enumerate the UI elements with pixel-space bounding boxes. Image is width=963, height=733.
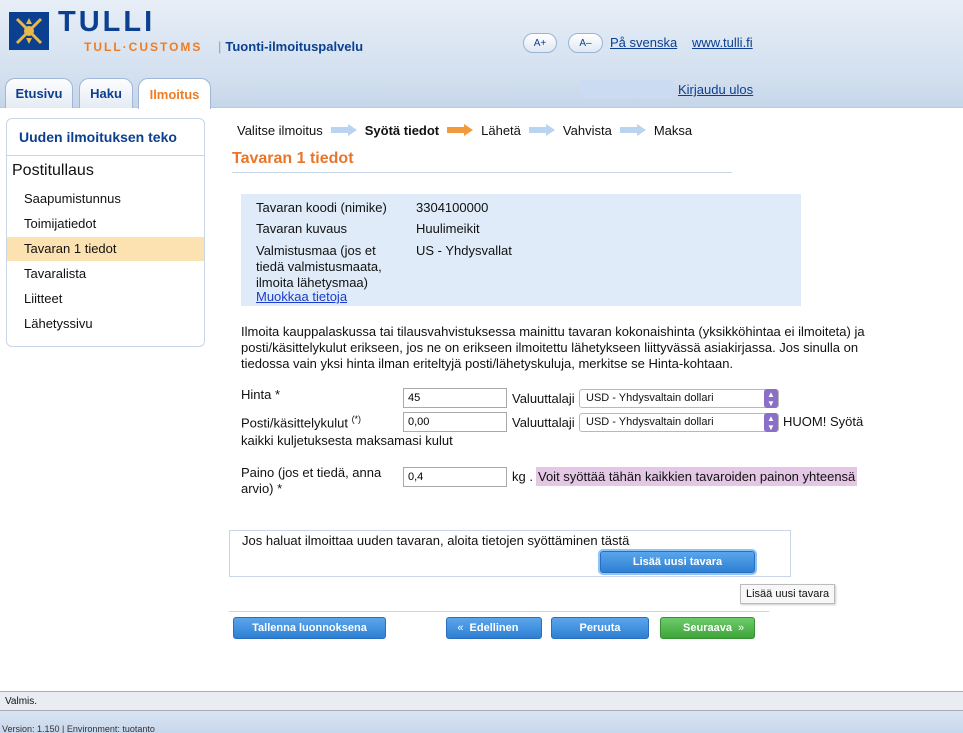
step-maksa: Maksa — [653, 122, 693, 138]
status-text: Valmis. — [5, 696, 38, 707]
double-chevron-left-icon: « — [457, 622, 464, 634]
save-draft-button[interactable]: Tallenna luonnoksena — [233, 617, 386, 639]
logo-subtitle: TULL·CUSTOMS — [84, 40, 203, 54]
price-currency-select[interactable] — [579, 389, 779, 408]
postage-currency-label: Valuuttalaji — [512, 415, 575, 430]
weight-hint: Voit syöttää tähän kaikkien tavaroiden painon yhteensä — [538, 469, 856, 484]
font-decrease-button[interactable]: A– — [568, 33, 603, 53]
sidebar-item-tavaralista[interactable]: Tavaralista — [24, 266, 87, 281]
select-arrows-icon: ▲ ▼ — [764, 389, 778, 408]
status-bar — [0, 691, 963, 711]
step-arrow-icon — [620, 124, 646, 136]
logo-text: TULLI — [58, 6, 156, 38]
tab-haku[interactable]: Haku — [79, 78, 133, 108]
step-arrow-icon — [331, 124, 357, 136]
version-text: Version: 1.150 | Environment: tuotanto — [2, 724, 155, 733]
instructions-text: Ilmoita kauppalaskussa tai tilausvahvistuksessa mainittu tavaran kokonaishinta (yksikköhintaa ei ilmoiteta) ja posti/käsittelykulut erikseen, jos ne on erikseen ilmoitettu lähetykseen liittyvässä asiakirjassa. Jos sinulla on tiedossa vain yksi hinta ilman eriteltyjä posti/lähetyskuluja, merkitse se Hinta-kohtaan. — [241, 324, 865, 371]
step-vahvista: Vahvista — [562, 122, 612, 138]
goods-description-value: Huulimeikit — [416, 221, 480, 236]
postage-note: HUOM! Syötä — [783, 414, 864, 429]
sidebar-title: Uuden ilmoituksen teko — [19, 129, 177, 145]
customs-emblem-icon — [9, 12, 49, 50]
add-new-goods-button[interactable]: Lisää uusi tavara — [600, 551, 755, 573]
weight-input[interactable] — [403, 467, 507, 487]
goods-info-box — [241, 194, 801, 306]
tab-etusivu[interactable]: Etusivu — [5, 78, 73, 108]
postage-currency-value: USD - Yhdysvaltain dollari — [586, 416, 714, 428]
sidebar-item-saapumistunnus[interactable]: Saapumistunnus — [24, 191, 121, 206]
goods-code-value: 3304100000 — [416, 200, 489, 215]
step-laheta: Lähetä — [481, 122, 521, 138]
origin-country-value: US - Yhdysvallat — [416, 243, 512, 258]
page-title: Tavaran 1 tiedot — [232, 150, 354, 167]
price-label: Hinta * — [241, 387, 281, 402]
weight-unit: kg . — [512, 469, 533, 484]
next-button[interactable] — [660, 617, 755, 639]
postage-label-sup: (*) — [351, 414, 362, 424]
select-arrows-icon: ▲ ▼ — [764, 413, 778, 432]
sidebar-item-lahetyssivu[interactable]: Lähetyssivu — [24, 316, 93, 331]
step-arrow-current-icon — [447, 124, 473, 136]
buttons-divider — [229, 611, 769, 612]
postage-input[interactable] — [403, 412, 507, 432]
progress-steps — [237, 122, 692, 138]
price-currency-label: Valuuttalaji — [512, 391, 575, 406]
sidebar-group-title: Postitullaus — [12, 162, 94, 179]
sidebar-item-toimijatiedot[interactable]: Toimijatiedot — [24, 216, 97, 231]
double-chevron-right-icon: » — [737, 622, 745, 634]
new-goods-text: Jos haluat ilmoittaa uuden tavaran, aloita tietojen syöttäminen tästä — [242, 533, 630, 548]
tab-ilmoitus[interactable]: Ilmoitus — [138, 78, 211, 109]
step-arrow-icon — [529, 124, 555, 136]
sidebar-divider — [7, 155, 204, 156]
logout-link[interactable]: Kirjaudu ulos — [678, 82, 754, 97]
footer — [0, 711, 963, 733]
title-divider — [232, 172, 732, 173]
highlight-strip — [580, 80, 673, 98]
swedish-language-link[interactable]: På svenska — [610, 35, 678, 50]
service-name-text: Tuonti-ilmoituspalvelu — [225, 39, 364, 54]
step-syota: Syötä tiedot — [364, 122, 440, 138]
edit-goods-link[interactable]: Muokkaa tietoja — [256, 289, 348, 304]
previous-button[interactable] — [446, 617, 542, 639]
price-input[interactable] — [403, 388, 507, 408]
previous-button-label: Edellinen — [469, 622, 519, 634]
cancel-button[interactable]: Peruuta — [551, 617, 649, 639]
step-valitse: Valitse ilmoitus — [237, 122, 323, 138]
sidebar — [6, 118, 205, 347]
origin-country-label: Valmistusmaa (jos et tiedä valmistusmaata, ilmoita lähetysmaa) — [256, 243, 382, 290]
goods-code-label: Tavaran koodi (nimike) — [256, 200, 387, 215]
goods-description-label: Tavaran kuvaus — [256, 221, 348, 236]
price-currency-value: USD - Yhdysvaltain dollari — [586, 392, 714, 404]
weight-label: Paino (jos et tiedä, anna arvio) * — [241, 465, 382, 496]
postage-label-text: Posti/käsittelykulut — [241, 415, 348, 431]
header — [0, 0, 963, 108]
postage-currency-select[interactable] — [579, 413, 779, 432]
sidebar-item-tavaran-1-tiedot[interactable]: Tavaran 1 tiedot — [7, 237, 204, 261]
font-increase-button[interactable]: A+ — [523, 33, 557, 53]
service-name: | Tuonti-ilmoituspalvelu — [218, 39, 364, 54]
next-button-label: Seuraava — [683, 622, 732, 634]
tulli-site-link[interactable]: www.tulli.fi — [692, 35, 753, 50]
postage-label — [241, 411, 361, 431]
postage-note-continued: kaikki kuljetuksesta maksamasi kulut — [241, 433, 453, 448]
add-goods-tooltip: Lisää uusi tavara — [740, 584, 835, 604]
sidebar-item-liitteet[interactable]: Liitteet — [24, 291, 63, 306]
